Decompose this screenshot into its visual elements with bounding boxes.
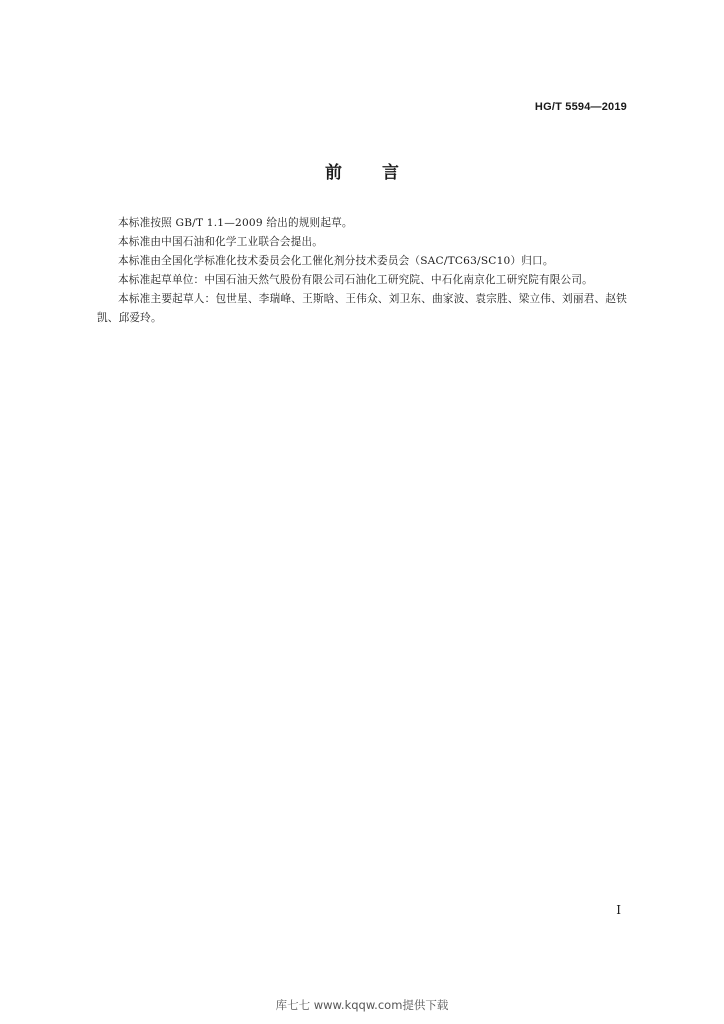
paragraph-proposer: 本标准由中国石油和化学工业联合会提出。: [118, 236, 324, 248]
paragraph-drafting-rules: 本标准按照 GB/T 1.1—2009 给出的规则起草。: [118, 217, 353, 229]
page-title: 前言: [325, 163, 439, 183]
paragraph-main-drafters: 本标准主要起草人：包世星、李瑞峰、王斯晗、王伟众、刘卫东、曲家波、袁宗胜、梁立伟、刘丽君、赵铁凯、邱爱玲。: [97, 293, 627, 324]
paragraph-centralized-unit: 本标准由全国化学标准化技术委员会化工催化剂分技术委员会（SAC/TC63/SC10）归口。: [118, 255, 554, 267]
page-number: I: [616, 903, 621, 917]
foreword-body: [97, 214, 627, 328]
paragraph-drafting-units: 本标准起草单位：中国石油天然气股份有限公司石油化工研究院、中石化南京化工研究院有限公司。: [118, 274, 593, 286]
standard-number: HG/T 5594—2019: [534, 101, 627, 113]
download-watermark: 库七七 www.kqqw.com提供下载: [275, 998, 449, 1012]
